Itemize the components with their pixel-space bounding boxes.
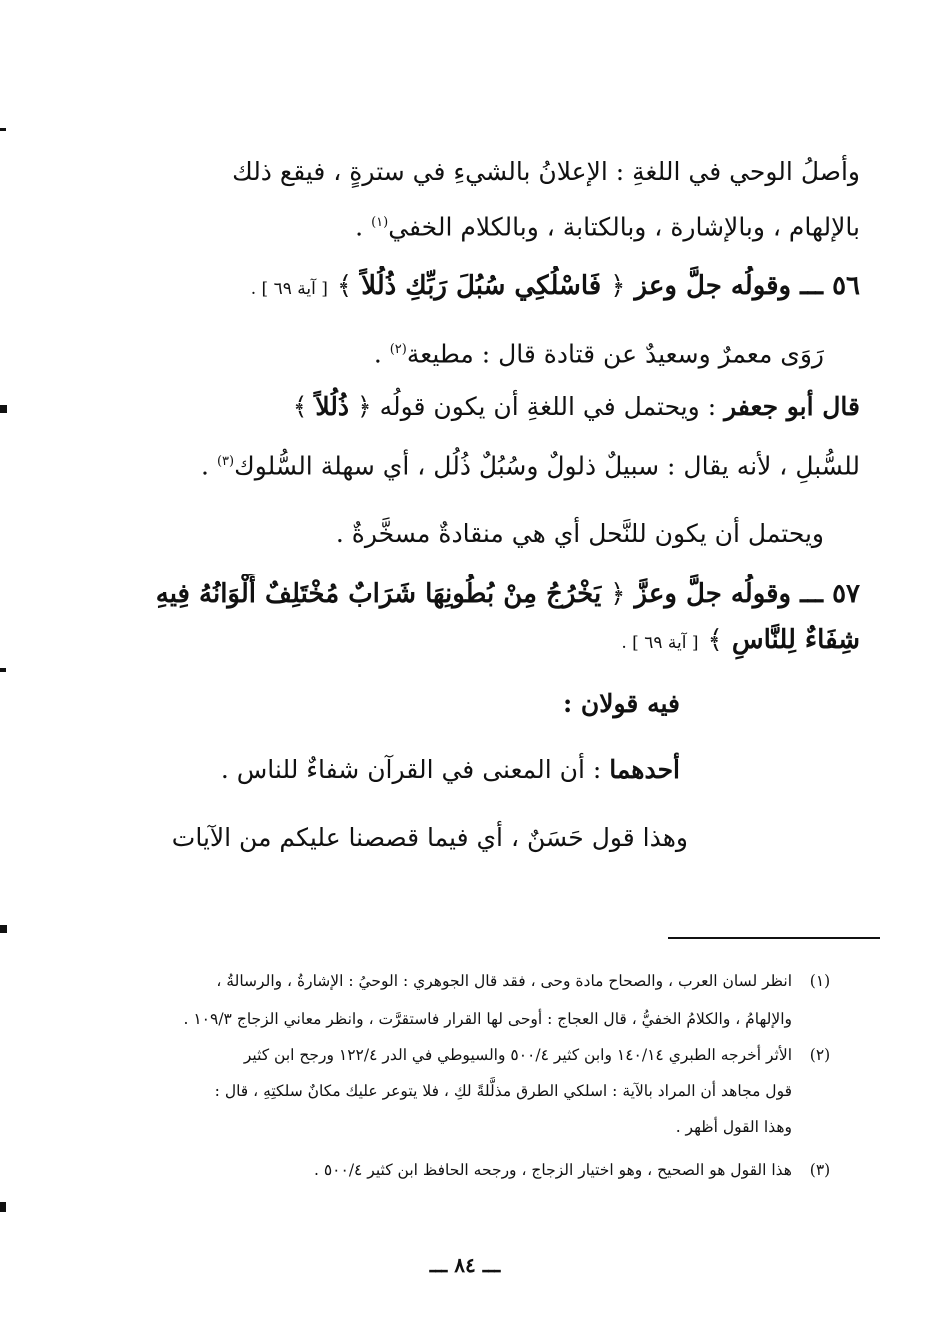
subheading (86, 684, 680, 724)
footnote-separator (668, 937, 880, 939)
text-segment: وأصلُ الوحي في اللغةِ : الإعلانُ بالشيءِ في سترةٍ ، فيقع ذلك (232, 157, 860, 186)
footnote-number: (٣) (809, 1161, 831, 1179)
body-line-4 (86, 330, 824, 374)
footnote-marker[interactable]: (٢) (389, 342, 407, 357)
text-segment: رَوَى معمرٌ وسعيدٌ عن قتادة قال : مطيعة (406, 339, 824, 369)
footnote-text: قول مجاهد أن المراد بالآية : اسلكي الطرق مذلَّلةً لكِ ، فلا يتوعر عليك مكانٌ سلكتِهِ ، قال : (214, 1082, 792, 1100)
opinion-label: أحدهما (609, 755, 680, 784)
scan-edge-mark (0, 128, 6, 131)
quran-word: ذُلُلاً (315, 392, 350, 421)
text-segment: ويحتمل أن يكون للنَّحل أي هي منقادةٌ مسخَّرةٌ . (335, 519, 824, 548)
speaker-label: قال أبو جعفر (724, 392, 860, 421)
section-number-label: ٥٧ ـــ وقولُه جلَّ وعزَّ (634, 579, 860, 609)
quran-verse: يَخْرُجُ مِنْ بُطُونِهَا شَرَابٌ مُخْتَلِفٌ أَلْوَانُهُ فِيهِ (155, 579, 602, 609)
scan-edge-mark (0, 925, 7, 933)
quran-bracket-close: ﴾ (707, 625, 723, 655)
quran-verse: شِفَاءٌ لِلنَّاسِ (731, 625, 860, 655)
text-segment: للسُّبلِ ، لأنه يقال : سبيلٌ ذلولٌ وسُبُلٌ ذُلُل ، أي سهلة السُّلوك (234, 451, 860, 481)
body-line-6 (86, 442, 860, 486)
footnote-2-line-3 (86, 1112, 792, 1142)
body-line-7 (86, 514, 824, 554)
text-segment: فيه قولان : (562, 689, 680, 718)
text-segment: . (201, 451, 217, 481)
quran-verse: فَاسْلُكِي سُبُلَ رَبِّكِ ذُلُلاً (361, 271, 602, 301)
body-line-5 (86, 387, 860, 427)
footnote-3-line-1 (86, 1155, 792, 1185)
body-line-12 (86, 818, 688, 858)
footnote-2-line-2 (86, 1076, 792, 1106)
body-line-11 (86, 750, 680, 790)
section-57-heading (86, 574, 860, 614)
quran-bracket-open: ﴿ (610, 271, 626, 301)
quran-bracket-open: ﴿ (356, 392, 372, 421)
text-segment: بالإلهام ، وبالإشارة ، وبالكتابة ، وبالكلام الخفي (388, 212, 860, 242)
footnote-1-line-1 (86, 966, 792, 996)
footnote-number: (٢) (809, 1046, 831, 1064)
footnote-marker[interactable]: (١) (371, 215, 389, 230)
scan-edge-mark (0, 1202, 6, 1212)
footnote-2-line-1 (86, 1040, 792, 1070)
footnote-text: وهذا القول أظهر . (675, 1118, 792, 1136)
footnote-text: انظر لسان العرب ، والصحاح مادة وحى ، فقد قال الجوهري : الوحيُ : الإشارةُ ، والرسالةُ ، (216, 972, 792, 990)
footnote-text: والإلهامُ ، والكلامُ الخفيُّ ، قال العجاج : أوحى لها القرار فاستقرَّت ، وانظر معاني الزجاج ١٠٩/٣ . (183, 1010, 792, 1028)
quran-bracket-close: ﴾ (292, 392, 308, 421)
footnote-text: الأثر أخرجه الطبري ١٤٠/١٤ وابن كثير ٥٠٠/٤ والسيوطي في الدر ١٢٢/٤ ورجح ابن كثير (243, 1046, 792, 1064)
footnote-text: هذا القول هو الصحيح ، وهو اختيار الزجاج ، ورجحه الحافظ ابن كثير ٥٠٠/٤ . (313, 1161, 792, 1179)
footnote-number: (١) (809, 972, 831, 990)
text-segment: : أن المعنى في القرآن شفاءٌ للناس . (220, 755, 610, 784)
text-segment: وهذا قول حَسَنٌ ، أي فيما قصصنا عليكم من الآيات (171, 823, 688, 852)
body-line-1 (86, 152, 860, 192)
quran-bracket-close: ﴾ (336, 271, 353, 301)
section-56-heading (86, 266, 860, 309)
text-segment: . (373, 339, 390, 369)
quran-bracket-open: ﴿ (610, 579, 626, 609)
section-number-label: ٥٦ ـــ وقولُه جلَّ وعز (634, 271, 860, 301)
scan-edge-mark (0, 405, 7, 413)
page-number: ـــ ٨٤ ـــ (429, 1253, 501, 1277)
text-segment: . (355, 212, 372, 242)
text-segment: : ويحتمل في اللغةِ أن يكون قولُه (379, 392, 725, 421)
section-57-continuation (86, 620, 860, 663)
footnote-1-line-2 (86, 1004, 792, 1034)
scan-edge-mark (0, 668, 6, 672)
verse-reference: [ آية ٦٩ ] . (250, 279, 328, 299)
footnote-marker[interactable]: (٣) (216, 454, 235, 469)
verse-reference: [ آية ٦٩ ] . (621, 633, 699, 653)
body-line-2 (86, 203, 860, 247)
